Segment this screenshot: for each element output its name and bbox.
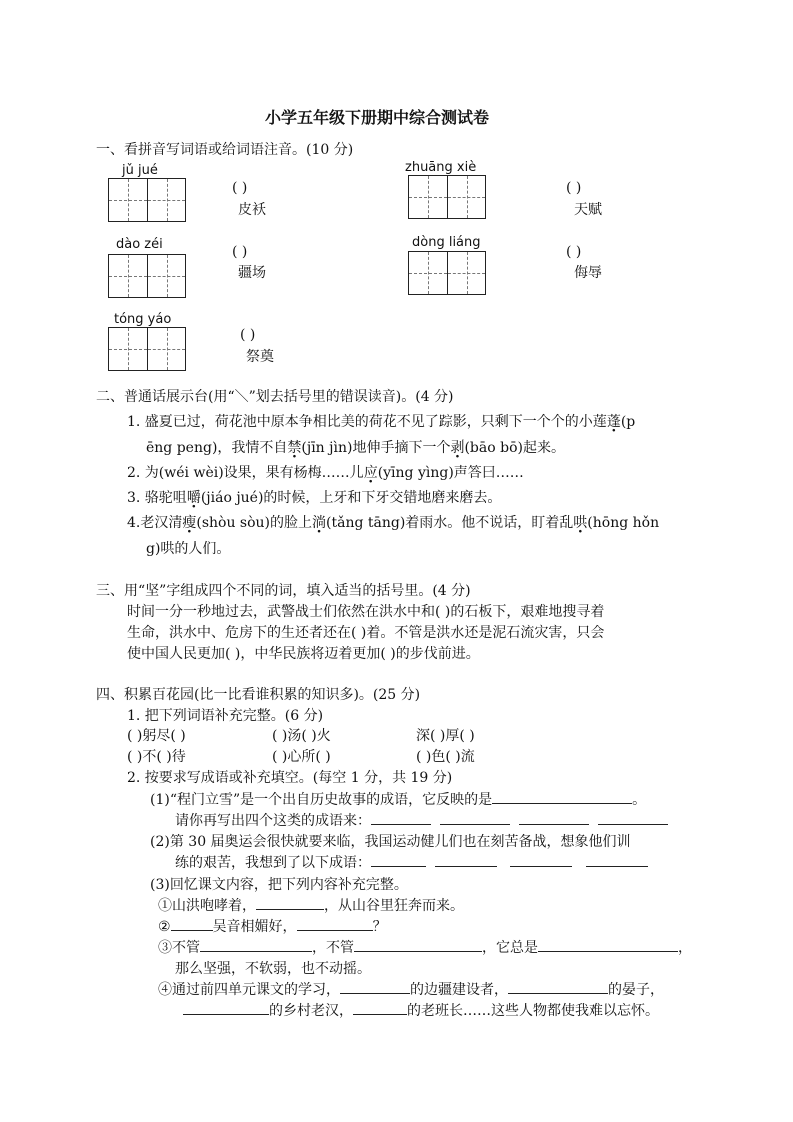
answer-blank[interactable] — [340, 979, 410, 994]
question-1: 1. 把下列词语补充完整。(6 分) — [127, 708, 324, 724]
subquestion-3: (3)回忆课文内容，把下列内容补充完整。 — [150, 877, 408, 893]
question-line: 2. 为(wéi wèi)设果，果有杨梅……儿应(yīng yìng)声答曰…… — [127, 465, 524, 481]
answer-blank[interactable] — [519, 810, 589, 825]
answer-blank[interactable] — [354, 937, 482, 952]
answer-blank[interactable] — [353, 1000, 407, 1015]
answer-blank[interactable] — [538, 937, 678, 952]
answer-blank[interactable] — [200, 937, 312, 952]
answer-blank[interactable] — [440, 810, 510, 825]
subquestion-1: (1)“程门立雪”是一个出自历史故事的成语，它反映的是 。 — [150, 789, 646, 811]
idiom-fill[interactable]: ( )色( )流 — [416, 749, 475, 765]
fill-line-3: ③不管 ，不管 ，它总是 ， — [158, 937, 692, 959]
idiom-fill[interactable]: ( )心所( ) — [272, 749, 331, 765]
subquestion-1b: 请你再写出四个这类的成语来： — [175, 810, 668, 832]
word-label: 祭奠 — [246, 349, 274, 365]
idiom-fill[interactable]: ( )不( )待 — [127, 749, 186, 765]
question-line: 1. 盛夏已过，荷花池中原本争相比美的荷花不见了踪影，只剩下一个个的小莲蓬(p — [127, 414, 636, 430]
answer-blank[interactable] — [492, 789, 632, 804]
pinyin-label: dòng liáng — [412, 235, 481, 250]
fill-line-4: ④通过前四单元课文的学习， 的边疆建设者， 的晏子， — [158, 979, 664, 1001]
answer-blank[interactable] — [510, 852, 572, 867]
word-label: 疆场 — [238, 265, 266, 281]
writing-grid[interactable] — [108, 327, 186, 371]
word-label: 天赋 — [574, 202, 602, 218]
answer-blank[interactable] — [171, 916, 213, 931]
writing-grid[interactable] — [408, 175, 486, 219]
question-line: ēng peng)，我情不自禁(jīn jìn)地伸手摘下一个剥(bāo bō)起来。 — [146, 440, 565, 456]
answer-blank[interactable] — [435, 852, 497, 867]
idiom-fill[interactable]: ( )躬尽( ) — [127, 728, 186, 744]
word-label: 侮辱 — [574, 265, 602, 281]
answer-blank[interactable] — [586, 852, 648, 867]
answer-blank[interactable] — [183, 1000, 269, 1015]
answer-blank[interactable] — [508, 979, 608, 994]
answer-paren[interactable]: ( ) — [232, 180, 248, 196]
question-line: 3. 骆驼咀嚼(jiáo jué)的时候，上牙和下牙交错地磨来磨去。 — [127, 490, 502, 506]
fill-line-3b: 那么坚强，不软弱，也不动摇。 — [175, 961, 371, 977]
fill-line-2: ② 吴音相媚好， ？ — [158, 916, 387, 938]
writing-grid[interactable] — [108, 178, 186, 222]
idiom-fill[interactable]: ( )汤( )火 — [272, 728, 331, 744]
idiom-fill[interactable]: 深( )厚( ) — [416, 728, 475, 744]
question-line: g)哄的人们。 — [146, 541, 231, 557]
section2-heading: 二、普通话展示台(用“＼”划去括号里的错误读音)。(4 分) — [96, 389, 454, 405]
answer-paren[interactable]: ( ) — [566, 180, 582, 196]
pinyin-label: jǔ jué — [122, 163, 158, 178]
answer-blank[interactable] — [297, 916, 373, 931]
answer-blank[interactable] — [371, 810, 431, 825]
answer-blank[interactable] — [371, 852, 426, 867]
subquestion-2b: 练的艰苦，我想到了以下成语： — [175, 852, 648, 874]
subquestion-2: (2)第 30 届奥运会很快就要来临，我国运动健儿们也在刻苦备战，想象他们训 — [150, 834, 631, 850]
fill-line-4b: 的乡村老汉， 的老班长……这些人物都使我难以忘怀。 — [183, 1000, 659, 1022]
writing-grid[interactable] — [408, 251, 486, 295]
writing-grid[interactable] — [108, 254, 186, 298]
answer-blank[interactable] — [598, 810, 668, 825]
pinyin-label: tóng yáo — [114, 312, 172, 327]
answer-paren[interactable]: ( ) — [566, 244, 582, 260]
answer-blank[interactable] — [256, 895, 324, 910]
section3-heading: 三、用“坚”字组成四个不同的词，填入适当的括号里。(4 分) — [96, 583, 471, 599]
fill-line-1: ①山洪咆哮着， ，从山谷里狂奔而来。 — [158, 895, 464, 917]
pinyin-label: dào zéi — [116, 237, 163, 252]
page-title: 小学五年级下册期中综合测试卷 — [265, 108, 490, 127]
question-2: 2. 按要求写成语或补充填空。(每空 1 分，共 19 分) — [127, 770, 453, 786]
paragraph-line: 生命，洪水中、危房下的生还者还在( )着。不管是洪水还是泥石流灾害，只会 — [127, 625, 605, 641]
section4-heading: 四、积累百花园(比一比看谁积累的知识多)。(25 分) — [96, 687, 421, 703]
pinyin-label: zhuāng xiè — [405, 160, 477, 175]
word-label: 皮袄 — [238, 202, 266, 218]
paragraph-line: 使中国人民更加( )，中华民族将迈着更加( )的步伐前进。 — [127, 646, 480, 662]
section1-heading: 一、看拼音写词语或给词语注音。(10 分) — [96, 142, 354, 158]
answer-paren[interactable]: ( ) — [232, 244, 248, 260]
answer-paren[interactable]: ( ) — [240, 327, 256, 343]
paragraph-line: 时间一分一秒地过去，武警战士们依然在洪水中和( )的石板下，艰难地搜寻着 — [127, 604, 605, 620]
question-line: 4.老汉清瘦(shòu sòu)的脸上淌(tǎng tāng)着雨水。他不说话，盯着乱哄(hōng hǒn — [127, 515, 660, 531]
